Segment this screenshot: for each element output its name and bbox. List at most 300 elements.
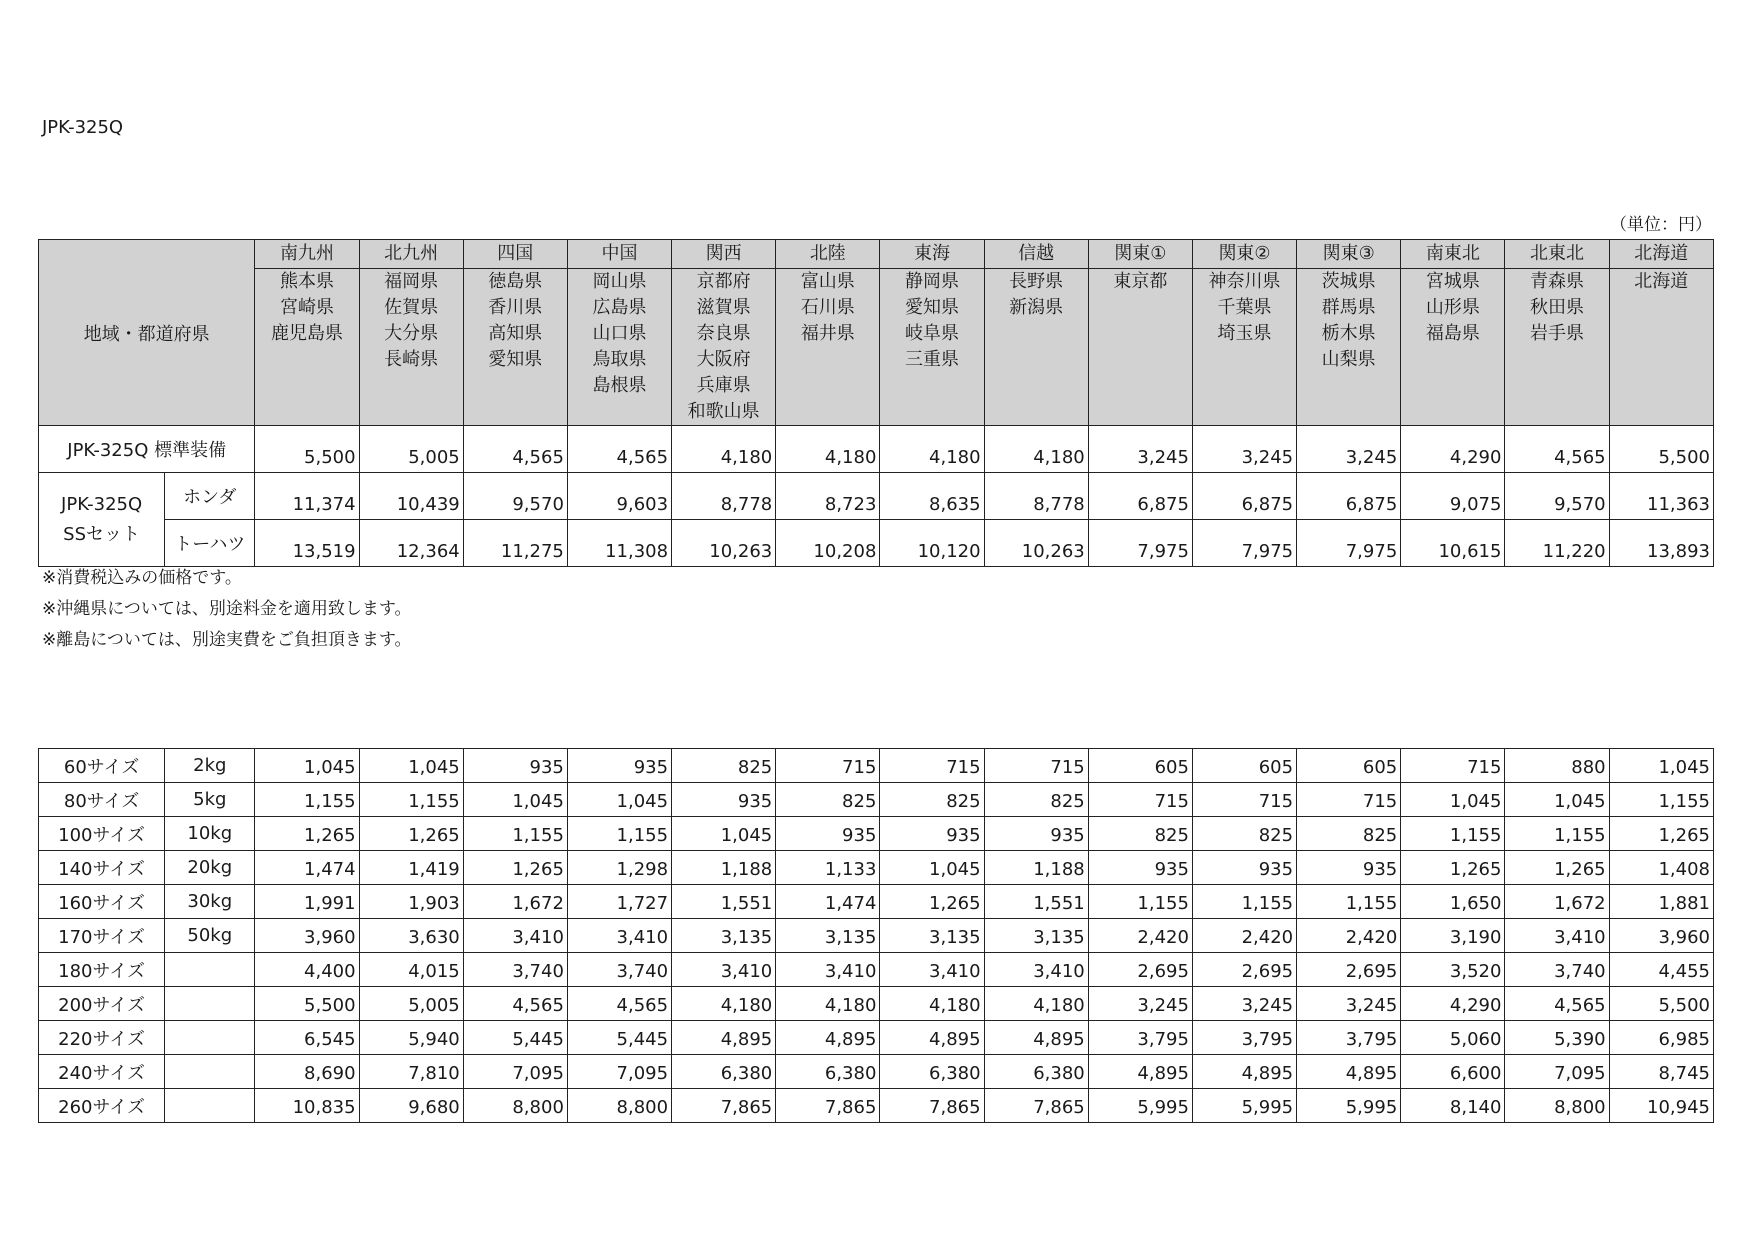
price-cell: 10,120 xyxy=(880,520,984,567)
region-name: 中国 xyxy=(567,240,671,269)
price-cell: 9,075 xyxy=(1401,473,1505,520)
prefecture-name: 富山県 xyxy=(800,271,855,292)
standard-label: JPK-325Q 標準装備 xyxy=(39,426,255,473)
price-cell: 10,263 xyxy=(672,520,776,567)
price-cell: 4,400 xyxy=(255,953,359,987)
prefecture-name: 長崎県 xyxy=(384,349,439,370)
weight-label xyxy=(165,987,255,1021)
ss-set-label-line: JPK-325Q xyxy=(61,493,143,515)
price-cell: 5,500 xyxy=(1609,426,1713,473)
price-cell: 5,995 xyxy=(1088,1089,1192,1123)
prefecture-name: 和歌山県 xyxy=(687,401,760,422)
price-cell: 6,600 xyxy=(1401,1055,1505,1089)
price-cell: 5,500 xyxy=(1609,987,1713,1021)
price-cell: 1,155 xyxy=(255,783,359,817)
price-cell: 825 xyxy=(776,783,880,817)
price-cell: 4,895 xyxy=(984,1021,1088,1055)
prefecture-name: 京都府 xyxy=(696,271,751,292)
price-cell: 7,095 xyxy=(463,1055,567,1089)
price-cell: 4,895 xyxy=(1297,1055,1401,1089)
note-line: ※離島については、別途実費をご負担頂きます。 xyxy=(42,630,412,650)
price-cell: 4,565 xyxy=(463,987,567,1021)
price-cell: 6,380 xyxy=(776,1055,880,1089)
price-cell: 3,740 xyxy=(1505,953,1609,987)
price-cell: 1,155 xyxy=(1609,783,1713,817)
size-row xyxy=(39,919,1714,953)
price-cell: 1,551 xyxy=(672,885,776,919)
prefecture-list xyxy=(1609,269,1713,426)
price-cell: 6,380 xyxy=(880,1055,984,1089)
price-cell: 3,245 xyxy=(1192,987,1296,1021)
region-name: 関東③ xyxy=(1297,240,1401,269)
price-cell: 8,800 xyxy=(463,1089,567,1123)
weight-label xyxy=(165,1021,255,1055)
prefecture-name: 山梨県 xyxy=(1321,349,1376,370)
price-cell: 5,995 xyxy=(1297,1089,1401,1123)
price-cell: 6,985 xyxy=(1609,1021,1713,1055)
prefecture-list xyxy=(1505,269,1609,426)
weight-label xyxy=(165,953,255,987)
price-cell: 11,275 xyxy=(463,520,567,567)
prefecture-name: 福井県 xyxy=(800,323,855,344)
price-cell: 3,245 xyxy=(1088,987,1192,1021)
size-row xyxy=(39,783,1714,817)
prefecture-name: 宮崎県 xyxy=(279,297,334,318)
prefecture-name: 栃木県 xyxy=(1321,323,1376,344)
price-cell: 3,135 xyxy=(880,919,984,953)
prefecture-name: 香川県 xyxy=(488,297,543,318)
price-cell: 7,865 xyxy=(984,1089,1088,1123)
price-cell: 715 xyxy=(1297,783,1401,817)
size-label: 200サイズ xyxy=(39,987,165,1021)
price-cell: 7,095 xyxy=(1505,1055,1609,1089)
price-cell: 8,800 xyxy=(567,1089,671,1123)
price-cell: 1,045 xyxy=(359,749,463,783)
price-cell: 5,005 xyxy=(359,426,463,473)
region-name: 北陸 xyxy=(776,240,880,269)
price-cell: 11,308 xyxy=(567,520,671,567)
price-cell: 7,975 xyxy=(1297,520,1401,567)
price-cell: 2,695 xyxy=(1192,953,1296,987)
price-cell: 8,800 xyxy=(1505,1089,1609,1123)
price-cell: 3,135 xyxy=(776,919,880,953)
note-line: ※消費税込みの価格です。 xyxy=(42,568,242,588)
price-cell: 4,180 xyxy=(776,426,880,473)
price-cell: 1,155 xyxy=(567,817,671,851)
size-label: 260サイズ xyxy=(39,1089,165,1123)
price-cell: 7,810 xyxy=(359,1055,463,1089)
price-cell: 1,133 xyxy=(776,851,880,885)
weight-label: 10kg xyxy=(165,817,255,851)
ss-set-label xyxy=(39,473,165,567)
prefecture-list xyxy=(1297,269,1401,426)
price-cell: 10,208 xyxy=(776,520,880,567)
price-cell: 935 xyxy=(880,817,984,851)
price-cell: 9,680 xyxy=(359,1089,463,1123)
price-cell: 7,865 xyxy=(880,1089,984,1123)
document-title: JPK-325Q xyxy=(42,117,124,138)
price-cell: 1,265 xyxy=(359,817,463,851)
price-cell: 3,245 xyxy=(1297,426,1401,473)
price-cell: 1,045 xyxy=(880,851,984,885)
price-cell: 11,374 xyxy=(255,473,359,520)
region-name: 東海 xyxy=(880,240,984,269)
price-cell: 1,672 xyxy=(1505,885,1609,919)
price-cell: 1,265 xyxy=(1401,851,1505,885)
price-cell: 4,565 xyxy=(567,987,671,1021)
prefecture-name: 福岡県 xyxy=(384,271,439,292)
prefecture-name: 群馬県 xyxy=(1321,297,1376,318)
size-label: 180サイズ xyxy=(39,953,165,987)
prefecture-name: 奈良県 xyxy=(696,323,751,344)
price-cell: 3,960 xyxy=(255,919,359,953)
price-cell: 825 xyxy=(1088,817,1192,851)
prefecture-list xyxy=(1401,269,1505,426)
price-cell: 5,445 xyxy=(463,1021,567,1055)
prefecture-name: 福島県 xyxy=(1425,323,1480,344)
size-row xyxy=(39,1089,1714,1123)
prefecture-name: 佐賀県 xyxy=(384,297,439,318)
size-label: 60サイズ xyxy=(39,749,165,783)
price-cell: 7,095 xyxy=(567,1055,671,1089)
weight-label: 20kg xyxy=(165,851,255,885)
prefecture-name: 長野県 xyxy=(1009,271,1064,292)
price-cell: 4,895 xyxy=(880,1021,984,1055)
prefecture-name: 愛知県 xyxy=(904,297,959,318)
prefecture-name: 山形県 xyxy=(1425,297,1480,318)
prefecture-list xyxy=(463,269,567,426)
price-cell: 4,290 xyxy=(1401,426,1505,473)
price-cell: 715 xyxy=(776,749,880,783)
price-cell: 4,015 xyxy=(359,953,463,987)
price-cell: 715 xyxy=(880,749,984,783)
price-cell: 8,723 xyxy=(776,473,880,520)
price-cell: 8,778 xyxy=(672,473,776,520)
price-cell: 1,045 xyxy=(1609,749,1713,783)
size-label: 170サイズ xyxy=(39,919,165,953)
price-cell: 935 xyxy=(1088,851,1192,885)
price-cell: 6,875 xyxy=(1297,473,1401,520)
price-cell: 4,180 xyxy=(880,426,984,473)
prefecture-name: 愛知県 xyxy=(488,349,543,370)
prefecture-list xyxy=(255,269,359,426)
price-cell: 825 xyxy=(1192,817,1296,851)
price-cell: 6,875 xyxy=(1192,473,1296,520)
price-cell: 4,180 xyxy=(672,426,776,473)
price-cell: 12,364 xyxy=(359,520,463,567)
ss-set-row xyxy=(39,520,1714,567)
price-cell: 1,045 xyxy=(1401,783,1505,817)
prefecture-list xyxy=(776,269,880,426)
prefecture-list xyxy=(880,269,984,426)
prefecture-name: 茨城県 xyxy=(1321,271,1376,292)
price-cell: 935 xyxy=(1297,851,1401,885)
price-cell: 1,155 xyxy=(1192,885,1296,919)
price-cell: 2,420 xyxy=(1088,919,1192,953)
price-cell: 3,795 xyxy=(1297,1021,1401,1055)
prefecture-name: 滋賀県 xyxy=(696,297,751,318)
ss-set-row xyxy=(39,473,1714,520)
price-cell: 715 xyxy=(984,749,1088,783)
price-cell: 6,380 xyxy=(672,1055,776,1089)
prefecture-name: 高知県 xyxy=(488,323,543,344)
price-cell: 605 xyxy=(1192,749,1296,783)
price-cell: 3,410 xyxy=(463,919,567,953)
price-cell: 880 xyxy=(1505,749,1609,783)
price-cell: 1,265 xyxy=(255,817,359,851)
price-cell: 2,695 xyxy=(1088,953,1192,987)
region-prefecture-label: 地域・都道府県 xyxy=(39,240,255,426)
maker-label: トーハツ xyxy=(165,520,255,567)
price-cell: 4,180 xyxy=(880,987,984,1021)
price-cell: 4,180 xyxy=(672,987,776,1021)
price-cell: 3,410 xyxy=(880,953,984,987)
size-price-table xyxy=(38,748,1714,1123)
price-cell: 1,672 xyxy=(463,885,567,919)
price-cell: 3,410 xyxy=(672,953,776,987)
price-cell: 2,695 xyxy=(1297,953,1401,987)
price-cell: 1,188 xyxy=(672,851,776,885)
price-cell: 825 xyxy=(880,783,984,817)
header-row-prefectures xyxy=(39,269,1714,426)
prefecture-name: 徳島県 xyxy=(488,271,543,292)
price-cell: 1,155 xyxy=(463,817,567,851)
price-cell: 10,263 xyxy=(984,520,1088,567)
price-cell: 935 xyxy=(463,749,567,783)
price-cell: 1,045 xyxy=(463,783,567,817)
price-cell: 1,045 xyxy=(255,749,359,783)
price-cell: 1,727 xyxy=(567,885,671,919)
price-cell: 5,940 xyxy=(359,1021,463,1055)
price-cell: 935 xyxy=(984,817,1088,851)
price-cell: 4,180 xyxy=(776,987,880,1021)
price-cell: 3,795 xyxy=(1192,1021,1296,1055)
price-cell: 8,635 xyxy=(880,473,984,520)
prefecture-name: 石川県 xyxy=(800,297,855,318)
price-cell: 715 xyxy=(1088,783,1192,817)
prefecture-name: 兵庫県 xyxy=(696,375,751,396)
price-cell: 3,630 xyxy=(359,919,463,953)
prefecture-name: 岡山県 xyxy=(592,271,647,292)
price-cell: 11,220 xyxy=(1505,520,1609,567)
prefecture-name: 東京都 xyxy=(1113,271,1168,292)
price-cell: 1,045 xyxy=(1505,783,1609,817)
price-cell: 5,995 xyxy=(1192,1089,1296,1123)
weight-label: 30kg xyxy=(165,885,255,919)
prefecture-name: 北海道 xyxy=(1634,271,1689,292)
price-cell: 825 xyxy=(984,783,1088,817)
price-cell: 825 xyxy=(1297,817,1401,851)
region-name: 南東北 xyxy=(1401,240,1505,269)
price-cell: 825 xyxy=(672,749,776,783)
price-cell: 1,265 xyxy=(1505,851,1609,885)
price-cell: 605 xyxy=(1088,749,1192,783)
size-row xyxy=(39,885,1714,919)
price-cell: 10,615 xyxy=(1401,520,1505,567)
weight-label: 50kg xyxy=(165,919,255,953)
price-cell: 5,060 xyxy=(1401,1021,1505,1055)
size-label: 160サイズ xyxy=(39,885,165,919)
region-name: 四国 xyxy=(463,240,567,269)
price-cell: 1,419 xyxy=(359,851,463,885)
prefecture-name: 静岡県 xyxy=(904,271,959,292)
price-cell: 9,603 xyxy=(567,473,671,520)
price-cell: 1,474 xyxy=(255,851,359,885)
size-row xyxy=(39,987,1714,1021)
prefecture-name: 秋田県 xyxy=(1530,297,1585,318)
price-cell: 715 xyxy=(1192,783,1296,817)
price-cell: 1,155 xyxy=(1297,885,1401,919)
price-cell: 3,795 xyxy=(1088,1021,1192,1055)
price-cell: 1,265 xyxy=(880,885,984,919)
size-label: 220サイズ xyxy=(39,1021,165,1055)
price-cell: 7,975 xyxy=(1192,520,1296,567)
price-cell: 8,690 xyxy=(255,1055,359,1089)
price-cell: 1,188 xyxy=(984,851,1088,885)
price-cell: 935 xyxy=(567,749,671,783)
prefecture-name: 広島県 xyxy=(592,297,647,318)
price-cell: 5,445 xyxy=(567,1021,671,1055)
size-label: 240サイズ xyxy=(39,1055,165,1089)
price-cell: 7,865 xyxy=(776,1089,880,1123)
size-label: 80サイズ xyxy=(39,783,165,817)
price-cell: 1,155 xyxy=(359,783,463,817)
region-name: 北東北 xyxy=(1505,240,1609,269)
price-cell: 6,875 xyxy=(1088,473,1192,520)
price-cell: 935 xyxy=(1192,851,1296,885)
price-cell: 3,135 xyxy=(672,919,776,953)
prefecture-name: 大阪府 xyxy=(696,349,751,370)
price-cell: 1,298 xyxy=(567,851,671,885)
price-cell: 4,895 xyxy=(1088,1055,1192,1089)
price-cell: 3,245 xyxy=(1192,426,1296,473)
weight-label: 2kg xyxy=(165,749,255,783)
prefecture-name: 宮城県 xyxy=(1425,271,1480,292)
size-label: 140サイズ xyxy=(39,851,165,885)
region-name: 関西 xyxy=(672,240,776,269)
price-cell: 1,265 xyxy=(463,851,567,885)
price-cell: 7,865 xyxy=(672,1089,776,1123)
price-cell: 9,570 xyxy=(1505,473,1609,520)
price-cell: 4,290 xyxy=(1401,987,1505,1021)
price-cell: 4,895 xyxy=(1192,1055,1296,1089)
price-cell: 3,135 xyxy=(984,919,1088,953)
prefecture-name: 岩手県 xyxy=(1530,323,1585,344)
prefecture-name: 埼玉県 xyxy=(1217,323,1272,344)
size-row xyxy=(39,953,1714,987)
price-cell: 935 xyxy=(776,817,880,851)
price-cell: 1,045 xyxy=(567,783,671,817)
price-cell: 3,960 xyxy=(1609,919,1713,953)
price-cell: 1,045 xyxy=(672,817,776,851)
price-cell: 3,245 xyxy=(1088,426,1192,473)
price-cell: 3,410 xyxy=(984,953,1088,987)
price-cell: 605 xyxy=(1297,749,1401,783)
price-cell: 13,519 xyxy=(255,520,359,567)
prefecture-list xyxy=(1192,269,1296,426)
weight-label xyxy=(165,1055,255,1089)
regional-price-table xyxy=(38,239,1714,567)
price-cell: 1,650 xyxy=(1401,885,1505,919)
size-row xyxy=(39,817,1714,851)
price-cell: 13,893 xyxy=(1609,520,1713,567)
prefecture-name: 鹿児島県 xyxy=(270,323,343,344)
price-cell: 4,895 xyxy=(776,1021,880,1055)
prefecture-name: 岐阜県 xyxy=(904,323,959,344)
price-cell: 3,520 xyxy=(1401,953,1505,987)
size-label: 100サイズ xyxy=(39,817,165,851)
price-cell: 3,190 xyxy=(1401,919,1505,953)
price-cell: 9,570 xyxy=(463,473,567,520)
price-cell: 11,363 xyxy=(1609,473,1713,520)
price-cell: 3,245 xyxy=(1297,987,1401,1021)
size-row xyxy=(39,1055,1714,1089)
price-cell: 8,140 xyxy=(1401,1089,1505,1123)
price-cell: 1,155 xyxy=(1401,817,1505,851)
price-cell: 1,881 xyxy=(1609,885,1713,919)
price-cell: 1,991 xyxy=(255,885,359,919)
prefecture-list xyxy=(1088,269,1192,426)
price-cell: 935 xyxy=(672,783,776,817)
price-cell: 1,155 xyxy=(1505,817,1609,851)
header-row-regions xyxy=(39,240,1714,269)
price-cell: 2,420 xyxy=(1297,919,1401,953)
region-name: 北九州 xyxy=(359,240,463,269)
price-cell: 4,565 xyxy=(1505,426,1609,473)
price-cell: 1,474 xyxy=(776,885,880,919)
prefecture-list xyxy=(567,269,671,426)
note-line: ※沖縄県については、別途料金を適用致します。 xyxy=(42,599,412,619)
price-cell: 10,945 xyxy=(1609,1089,1713,1123)
price-cell: 3,410 xyxy=(567,919,671,953)
prefecture-name: 島根県 xyxy=(592,375,647,396)
prefecture-name: 青森県 xyxy=(1530,271,1585,292)
prefecture-name: 山口県 xyxy=(592,323,647,344)
region-name: 信越 xyxy=(984,240,1088,269)
price-cell: 5,390 xyxy=(1505,1021,1609,1055)
price-cell: 8,778 xyxy=(984,473,1088,520)
region-name: 北海道 xyxy=(1609,240,1713,269)
price-cell: 1,551 xyxy=(984,885,1088,919)
price-cell: 5,500 xyxy=(255,987,359,1021)
notes xyxy=(42,563,412,656)
price-cell: 1,408 xyxy=(1609,851,1713,885)
prefecture-list xyxy=(672,269,776,426)
weight-label xyxy=(165,1089,255,1123)
price-cell: 10,835 xyxy=(255,1089,359,1123)
price-cell: 1,155 xyxy=(1088,885,1192,919)
region-name: 関東② xyxy=(1192,240,1296,269)
price-cell: 3,740 xyxy=(463,953,567,987)
price-cell: 4,565 xyxy=(1505,987,1609,1021)
price-cell: 7,975 xyxy=(1088,520,1192,567)
prefecture-list xyxy=(984,269,1088,426)
region-name: 南九州 xyxy=(255,240,359,269)
prefecture-name: 三重県 xyxy=(904,349,959,370)
price-cell: 4,565 xyxy=(463,426,567,473)
prefecture-name: 千葉県 xyxy=(1217,297,1272,318)
prefecture-name: 神奈川県 xyxy=(1208,271,1281,292)
prefecture-name: 新潟県 xyxy=(1009,297,1064,318)
price-cell: 10,439 xyxy=(359,473,463,520)
price-cell: 4,565 xyxy=(567,426,671,473)
price-cell: 3,410 xyxy=(776,953,880,987)
price-cell: 5,500 xyxy=(255,426,359,473)
size-row xyxy=(39,1021,1714,1055)
prefecture-name: 大分県 xyxy=(384,323,439,344)
price-cell: 3,410 xyxy=(1505,919,1609,953)
price-cell: 1,265 xyxy=(1609,817,1713,851)
